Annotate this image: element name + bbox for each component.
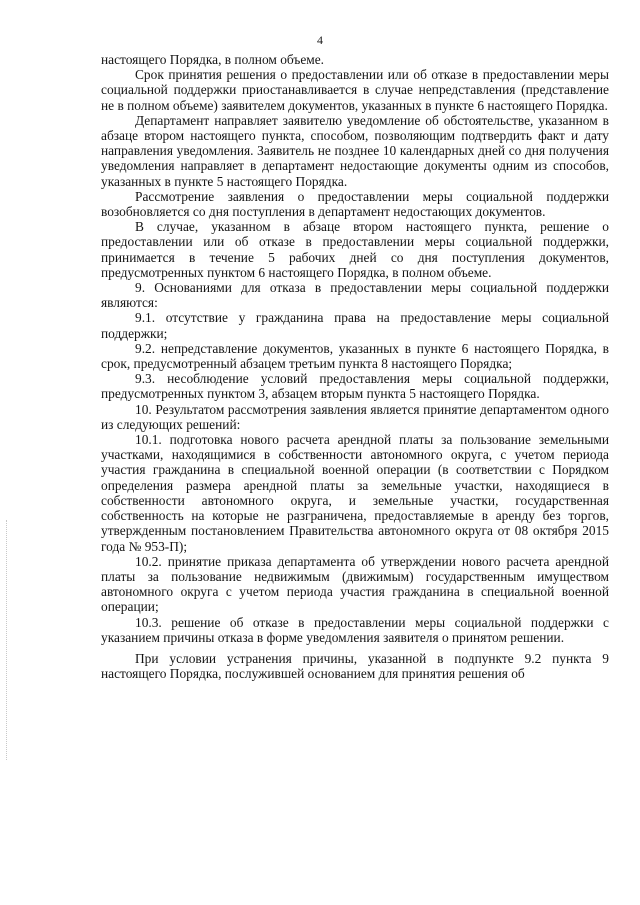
paragraph-decision-term: В случае, указанном в абзаце втором настоящего пункта, решение о предоставлении или об отказе в предоставлении меры социальной поддержки, принимается в течение 5 рабочих дней со дня поступления документов, предусмотренных пунктом 6 настоящего Порядка, в полном объеме. xyxy=(101,219,609,280)
paragraph-10-1: 10.1. подготовка нового расчета арендной платы за пользование земельными участками, находящимися в собственности автономного округа, с учетом периода участия гражданина в специальной военной операции (в соответствии с Порядком определения размера арендной платы за земельные участки, находящиеся в собственности автономного округа, и земельные участки, государственная собственность на которые не разграничена, предоставляемые в аренду без торгов, утвержденным постановлением Правительства автономного округа от 08 октября 2015 года № 953-П); xyxy=(101,432,609,554)
paragraph-9-1: 9.1. отсутствие у гражданина права на предоставление меры социальной поддержки; xyxy=(101,310,609,341)
paragraph-reapplication: При условии устранения причины, указанной в подпункте 9.2 пункта 9 настоящего Порядка, послужившей основанием для принятия решения об xyxy=(101,650,609,682)
paragraph-10-3: 10.3. решение об отказе в предоставлении меры социальной поддержки с указанием причины отказа в форме уведомления заявителя о принятом решении. xyxy=(101,614,609,645)
paragraph-9-refusal-grounds: 9. Основаниями для отказа в предоставлении меры социальной поддержки являются: xyxy=(101,280,609,311)
scan-margin-artifact xyxy=(6,520,8,760)
paragraph-9-3: 9.3. несоблюдение условий предоставления меры социальной поддержки, предусмотренных пунктом 3, абзацем вторым пункта 5 настоящего Порядка. xyxy=(101,371,609,402)
paragraph-decision-suspension: Срок принятия решения о предоставлении или об отказе в предоставлении меры социальной поддержки приостанавливается в случае непредставления (представление не в полном объеме) заявителем документов, указанных в пункте 6 настоящего Порядка. xyxy=(101,67,609,113)
paragraph-9-2: 9.2. непредставление документов, указанных в пункте 6 настоящего Порядка, в срок, предусмотренный абзацем третьим пункта 8 настоящего Порядка; xyxy=(101,340,609,372)
paragraph-notification: Департамент направляет заявителю уведомление об обстоятельстве, указанном в абзаце втором настоящего пункта, способом, позволяющим подтвердить факт и дату направления уведомления. Заявитель не позднее 10 календарных дней со дня получения уведомления направляет в департамент недостающие документы одним из способов, указанных в пункте 5 настоящего Порядка. xyxy=(101,112,609,189)
paragraph-resumption: Рассмотрение заявления о предоставлении меры социальной поддержки возобновляется со дня поступления в департамент недостающих документов. xyxy=(101,188,609,220)
paragraph-continuation: настоящего Порядка, в полном объеме. xyxy=(101,52,325,67)
paragraph-10-result: 10. Результатом рассмотрения заявления является принятие департаментом одного из следующих решений: xyxy=(101,401,609,432)
paragraph-10-2: 10.2. принятие приказа департамента об утверждении нового расчета арендной платы за пользование недвижимым (движимым) государственным имуществом автономного округа с учетом периода участия гражданина в специальной военной операции; xyxy=(101,553,609,615)
page-number: 4 xyxy=(317,33,323,47)
document-body xyxy=(101,52,609,681)
